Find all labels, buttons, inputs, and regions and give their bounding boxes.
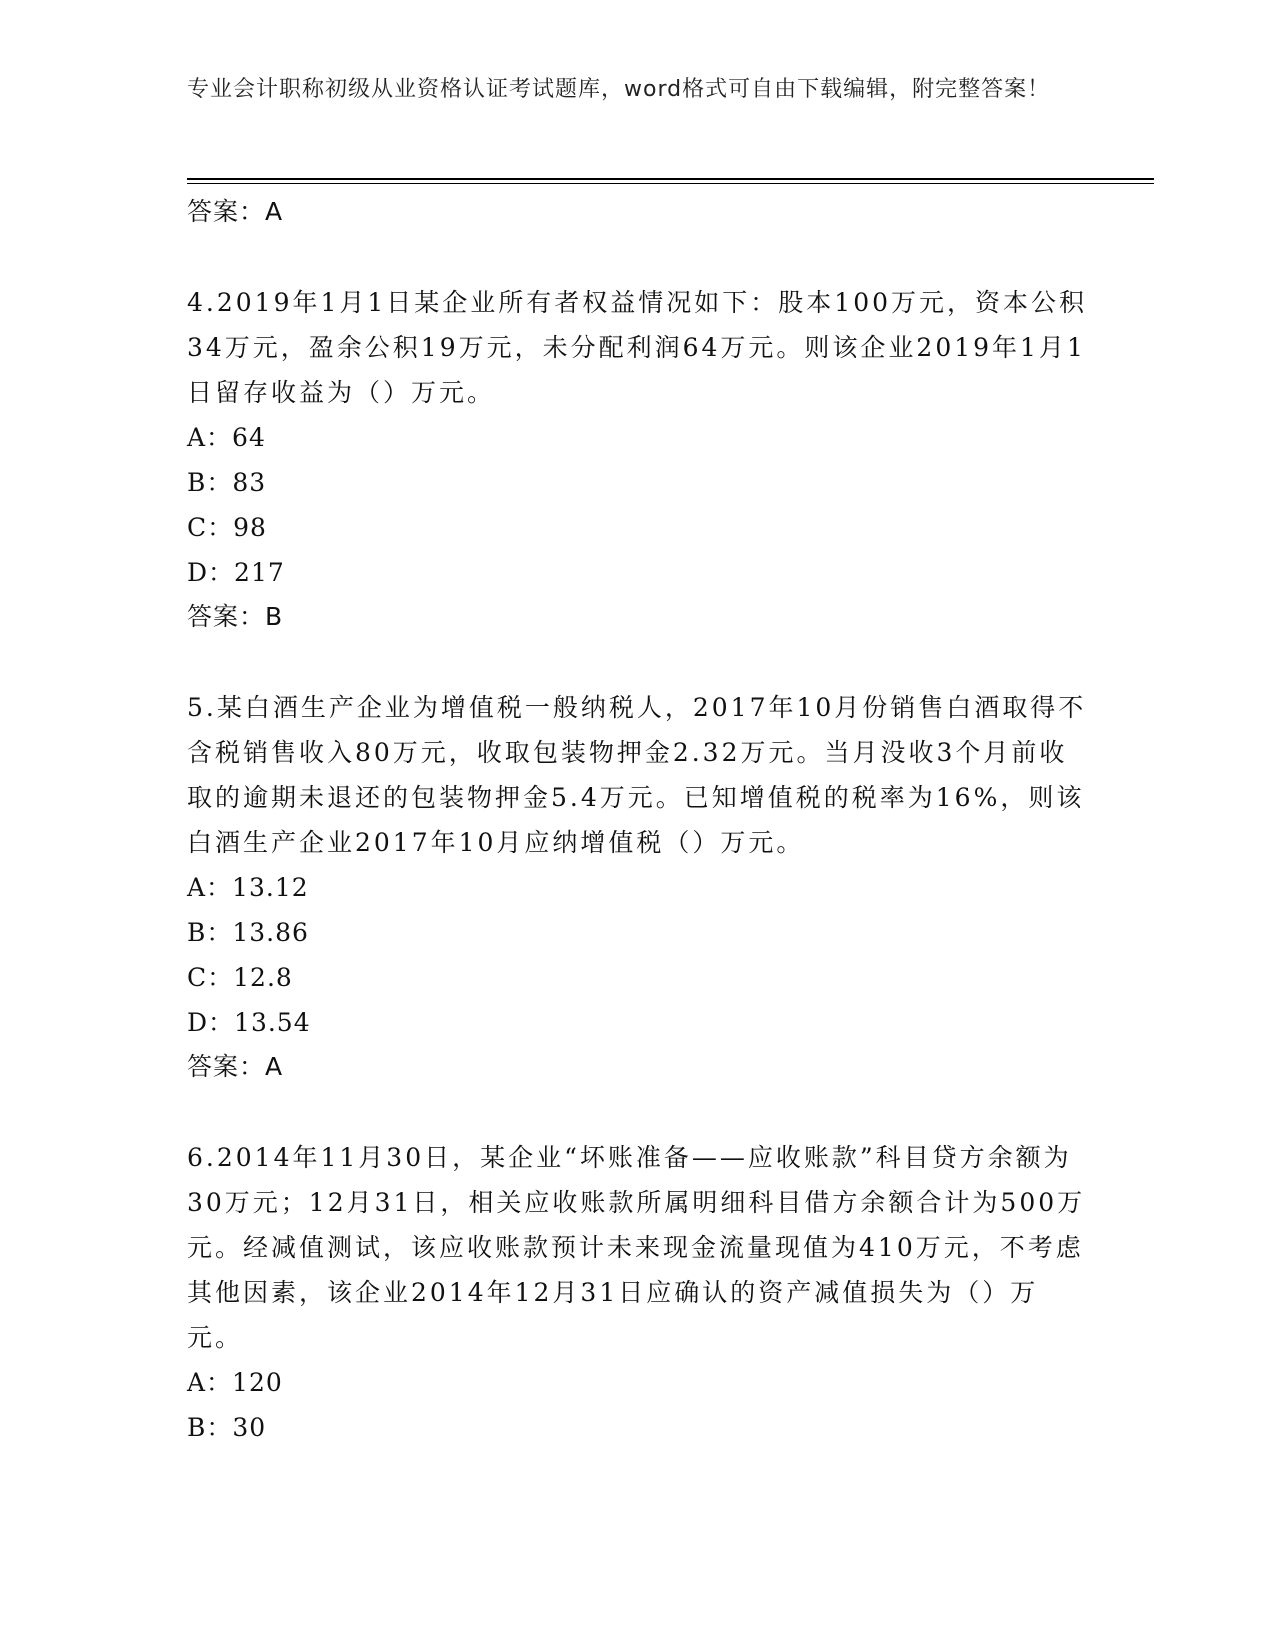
answer-line: 答案：B [187,602,284,631]
option-d: D：13.54 [187,1008,311,1037]
option-a: A：120 [187,1368,283,1397]
option-d: D：217 [187,558,285,587]
option-c: C：98 [187,513,267,542]
header-rule-thin [187,183,1154,184]
question-block [187,280,1087,639]
question-text: 5.某白酒生产企业为增值税一般纳税人，2017年10月份销售白酒取得不含税销售收入80万元，收取包装物押金2.32万元。当月没收3个月前收取的逾期未退还的包装物押金5.4万元。已知增值税的税率为16%，则该白酒生产企业2017年10月应纳增值税（）万元。 [187,693,1087,857]
answer-line: 答案：A [187,1052,284,1081]
answer-line: 答案：A [187,197,284,226]
question-text: 4.2019年1月1日某企业所有者权益情况如下：股本100万元，资本公积34万元，盈余公积19万元，未分配利润64万元。则该企业2019年1月1日留存收益为（）万元。 [187,288,1088,407]
option-b: B：13.86 [187,918,309,947]
option-b: B：83 [187,468,267,497]
question-block [187,685,1087,1089]
option-b: B：30 [187,1413,267,1442]
question-list [187,190,1087,1450]
question-block [187,1135,1087,1450]
header-rule-thick [187,178,1154,180]
document-header: 专业会计职称初级从业资格认证考试题库，word格式可自由下载编辑，附完整答案！ [187,77,1051,102]
option-c: C：12.8 [187,963,293,992]
question-text: 6.2014年11月30日，某企业“坏账准备——应收账款”科目贷方余额为30万元；12月31日，相关应收账款所属明细科目借方余额合计为500万元。经减值测试，该应收账款预计未来现金流量现值为410万元，不考虑其他因素，该企业2014年12月31日应确认的资产减值损失为（）万元。 [187,1143,1086,1352]
option-a: A：13.12 [187,873,309,902]
option-a: A：64 [187,423,266,452]
